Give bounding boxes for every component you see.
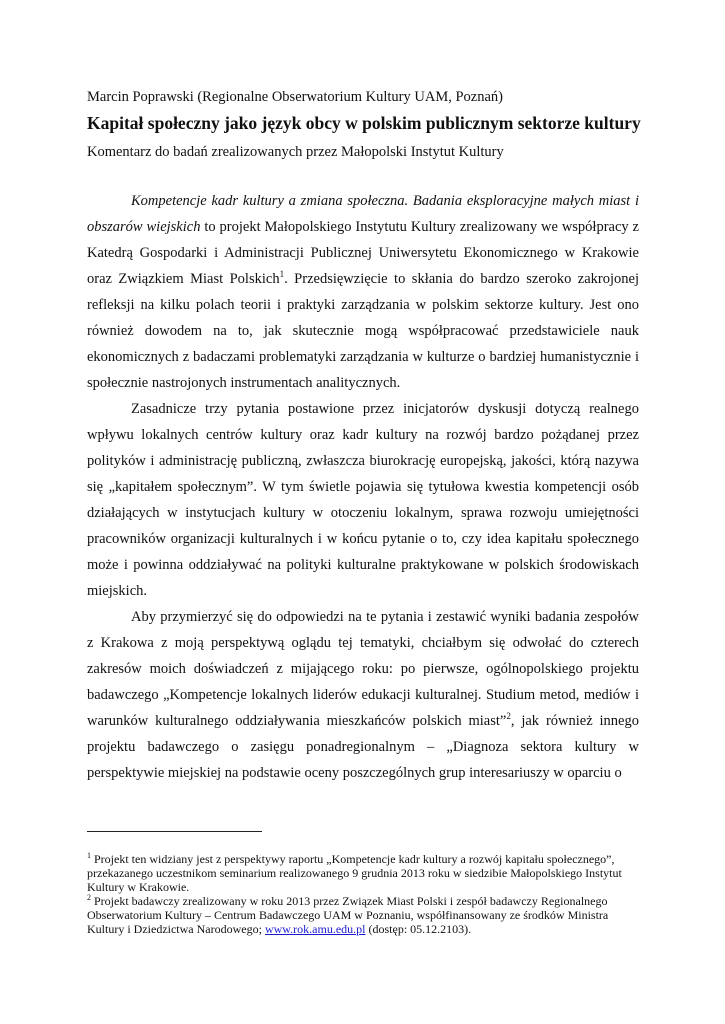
footnote-ref-2[interactable]: 2 xyxy=(506,711,511,722)
paragraph-1-text-b: . Przedsięwzięcie to skłania do bardzo szeroko zakrojonej refleksji na kilku polach teorii i praktyki zarządzania w polskim sektorze kultury. Jest ono również dowodem na to, jak skutecznie mogą współpracować przedstawiciele nauk ekonomicznych z badaczami problematyki zarządzania w kulturze o bardziej humanistycznie i społecznie nastrojonych instrumentach analitycznych. xyxy=(87,271,639,391)
footnote-divider xyxy=(87,831,262,832)
paragraph-3-text-a: Aby przymierzyć się do odpowiedzi na te pytania i zestawić wyniki badania zespołów z Krakowa z moją perspektywą oglądu tej tematyki, chciałbym się odwołać do czterech zakresów moich doświadczeń z mijającego roku: po pierwsze, ogólnopolskiego projektu badawczego „Kompetencje lokalnych liderów edukacji kulturalnej. Studium metod, mediów i warunków kulturalnego oddziaływania mieszkańców polskich miast” xyxy=(87,609,639,729)
body-text xyxy=(87,188,639,786)
footnote-1 xyxy=(87,852,647,894)
paragraph-3-text-b: , jak również innego projektu badawczego o zasięgu ponadregionalnym – „Diagnoza sektora kultury w perspektywie miejskiej na podstawie oceny poszczególnych grup interesariuszy w oparciu o xyxy=(87,713,639,781)
author-line: Marcin Poprawski (Regionalne Obserwatorium Kultury UAM, Poznań) xyxy=(87,89,503,105)
footnote-1-text: Projekt ten widziany jest z perspektywy raportu „Kompetencje kadr kultury a rozwój kapitału społecznego”, przekazanego uczestnikom seminarium realizowanego 9 grudnia 2013 roku w siedzibie Małopolskiego Instytut Kultury w Krakowie. xyxy=(87,852,622,894)
footnote-1-number: 1 xyxy=(87,851,91,860)
footnote-2 xyxy=(87,894,647,936)
paragraph-3 xyxy=(87,604,639,786)
footnote-2-number: 2 xyxy=(87,893,91,902)
footnote-2-link[interactable]: www.rok.amu.edu.pl xyxy=(264,922,366,936)
paragraph-1-italic: Kompetencje kadr kultury a zmiana społeczna. Badania eksploracyjne małych miast i obszarów wiejskich xyxy=(87,193,639,235)
paragraph-1 xyxy=(87,188,639,396)
footnote-2-text-b: (dostęp: 05.12.2103). xyxy=(365,922,472,936)
paragraph-2: Zasadnicze trzy pytania postawione przez inicjatorów dyskusji dotyczą realnego wpływu lokalnych centrów kultury oraz kadr kultury na rozwój bardzo pożądanej przez polityków i administrację publiczną, zwłaszcza biurokrację europejską, jakości, którą nazywa się „kapitałem społecznym”. W tym świetle pojawia się tytułowa kwestia kompetencji osób działających w instytucjach kultury w otoczeniu lokalnym, sprawa rozwoju umiejętności pracowników organizacji kulturalnych i w końcu pytanie o to, czy idea kapitału społecznego może i powinna oddziaływać na polityki kulturalne praktykowane w polskich środowiskach miejskich. xyxy=(87,401,639,599)
paragraph-1-text-a: to projekt Małopolskiego Instytutu Kultury zrealizowany we współpracy z Katedrą Gospodarki i Administracji Publicznej Uniwersytetu Ekonomicznego w Krakowie oraz Związkiem Miast Polskich xyxy=(87,219,639,287)
document-title: Kapitał społeczny jako język obcy w polskim publicznym sektorze kultury xyxy=(87,113,641,133)
footnotes xyxy=(87,852,647,936)
footnote-2-text-a: Projekt badawczy zrealizowany w roku 2013 przez Związek Miast Polski i zespół badawczy Regionalnego Obserwatorium Kultury – Centrum Badawczego UAM w Poznaniu, współfinansowany ze środków Ministra Kultury i Dziedzictwa Narodowego; xyxy=(87,894,609,936)
footnote-ref-1[interactable]: 1 xyxy=(279,269,285,280)
document-subtitle: Komentarz do badań zrealizowanych przez Małopolski Instytut Kultury xyxy=(87,144,504,160)
